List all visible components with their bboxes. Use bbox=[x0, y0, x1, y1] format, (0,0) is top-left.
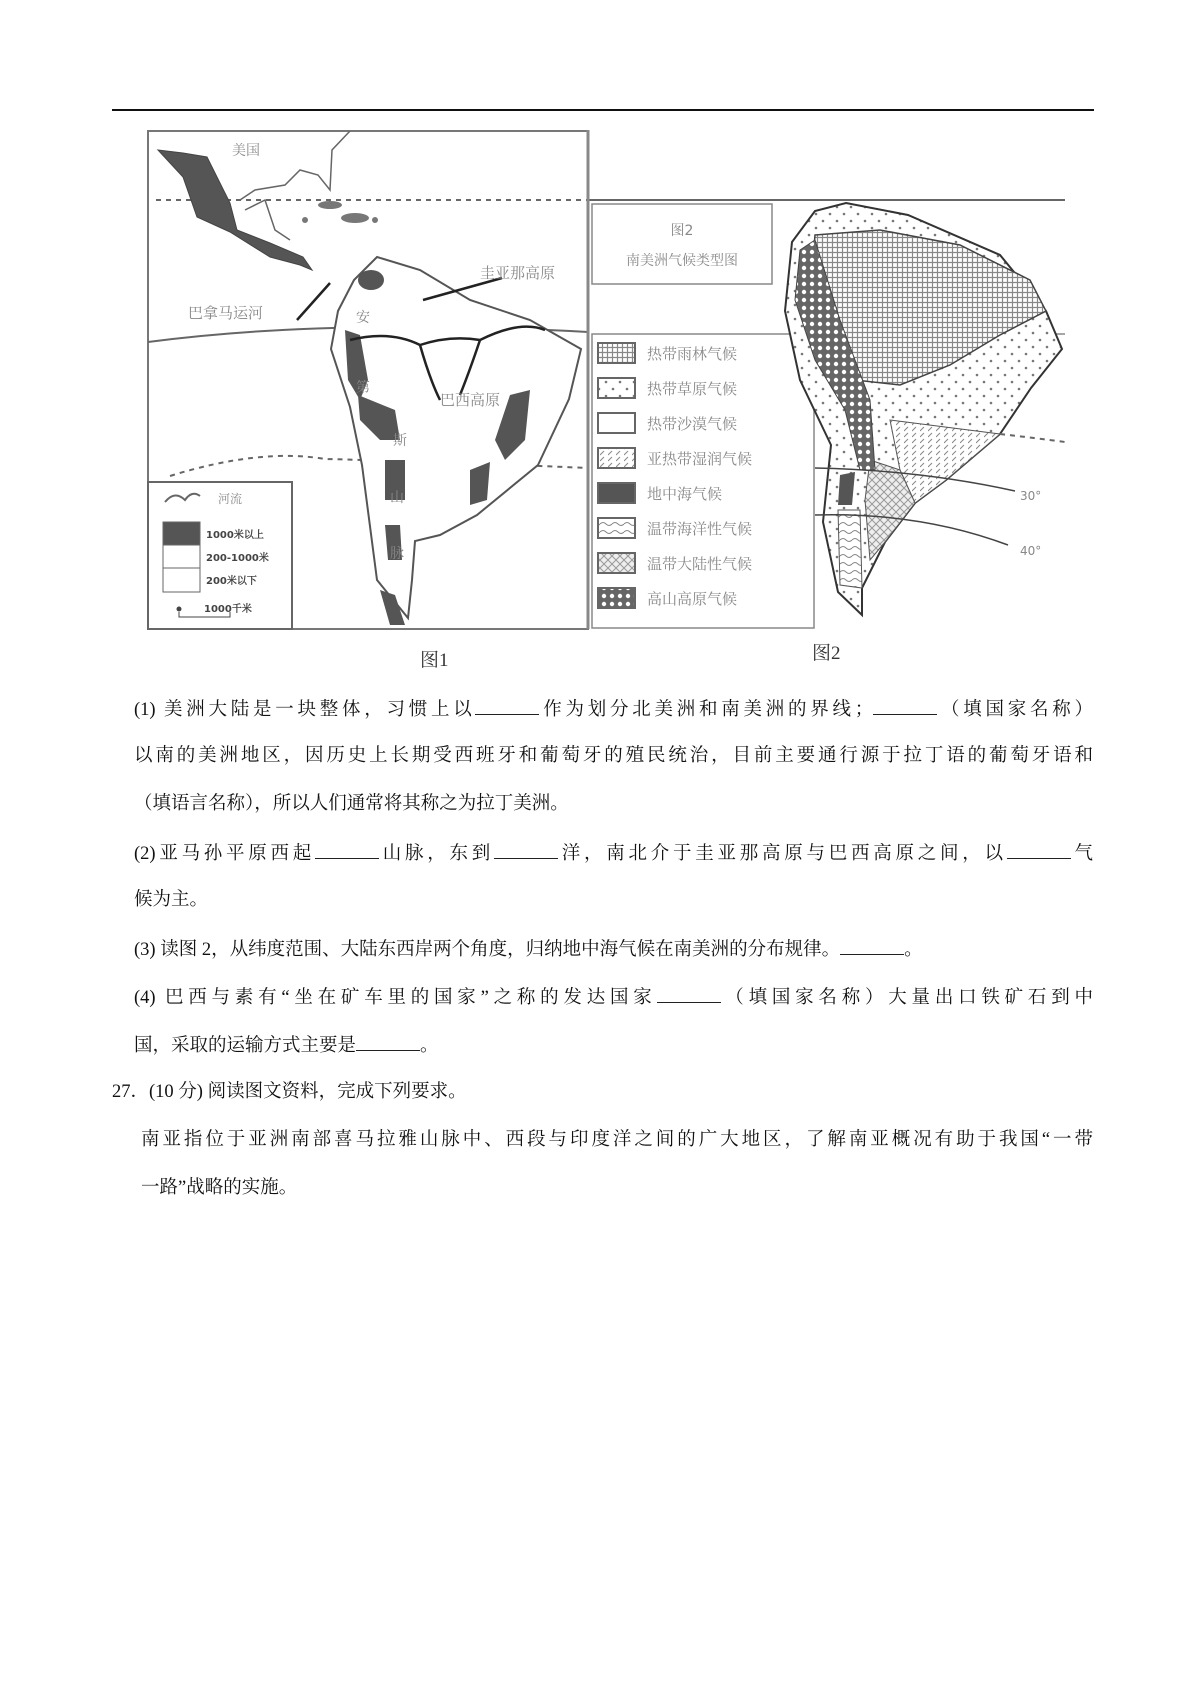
text-line bbox=[134, 840, 1093, 866]
figure-1-caption: 图1 bbox=[420, 650, 449, 671]
answer-blank bbox=[1007, 840, 1071, 859]
text-segment: （填国家名称）大量出口铁矿石到中 bbox=[720, 988, 1093, 1008]
text-line bbox=[134, 984, 1093, 1010]
legend-label: 温带大陆性气候 bbox=[647, 555, 753, 573]
text-line bbox=[141, 1128, 1093, 1152]
label-lat-30: 30° bbox=[1020, 489, 1042, 503]
legend-elev-high: 1000米以上 bbox=[206, 530, 264, 541]
answer-blank bbox=[356, 1032, 420, 1051]
label-andes-3: 斯 bbox=[393, 433, 407, 449]
text-line bbox=[134, 744, 1093, 768]
text-segment: 一路”战略的实施。 bbox=[141, 1178, 298, 1198]
figure-2-title: 图2 bbox=[670, 223, 694, 239]
answer-blank bbox=[494, 840, 558, 859]
answer-blank bbox=[475, 696, 539, 715]
figure-2-subtitle: 南美洲气候类型图 bbox=[626, 253, 738, 269]
legend-swatch bbox=[598, 378, 635, 398]
answer-blank bbox=[873, 696, 937, 715]
text-segment: （填国家名称） bbox=[937, 700, 1093, 720]
legend-label: 地中海气候 bbox=[647, 485, 723, 503]
legend-label: 热带沙漠气候 bbox=[647, 415, 738, 433]
text-segment: 作为划分北美洲和南美洲的界线； bbox=[539, 700, 874, 720]
legend-label: 热带雨林气候 bbox=[647, 345, 738, 363]
text-segment: 。 bbox=[420, 1036, 439, 1056]
text-segment: (3) 读图 2，从纬度范围、大陆东西岸两个角度，归纳地中海气候在南美洲的分布规律。 bbox=[134, 940, 841, 960]
text-segment: 候为主。 bbox=[134, 890, 209, 910]
figure-1-map bbox=[148, 131, 588, 629]
legend-swatch bbox=[598, 588, 635, 608]
text-segment: 27．(10 分) 阅读图文资料，完成下列要求。 bbox=[112, 1082, 467, 1102]
legend-elev-mid: 200-1000米 bbox=[206, 553, 269, 564]
text-segment: 以南的美洲地区，因历史上长期受西班牙和葡萄牙的殖民统治，目前主要通行源于拉丁语的葡萄牙语和 bbox=[134, 746, 1093, 766]
label-lat-40: 40° bbox=[1020, 544, 1042, 558]
label-brazil-highlands: 巴西高原 bbox=[440, 391, 501, 409]
text-segment: (2)亚马孙平原西起 bbox=[134, 844, 316, 864]
legend-scale: 1000千米 bbox=[204, 604, 252, 615]
text-line bbox=[134, 936, 1093, 962]
label-andes-2: 第 bbox=[356, 380, 370, 396]
text-line bbox=[141, 1176, 1093, 1200]
legend-swatch bbox=[598, 553, 635, 573]
question-27-heading bbox=[112, 1080, 1093, 1104]
legend-label: 亚热带湿润气候 bbox=[647, 450, 753, 468]
legend-river: 河流 bbox=[218, 492, 243, 506]
label-usa: 美国 bbox=[232, 143, 260, 159]
text-segment: 洋，南北介于圭亚那高原与巴西高原之间，以 bbox=[558, 844, 1007, 864]
legend-elev-low: 200米以下 bbox=[206, 576, 257, 587]
legend-label: 温带海洋性气候 bbox=[647, 520, 753, 538]
label-guiana-highlands: 圭亚那高原 bbox=[480, 264, 556, 282]
text-segment: 国，采取的运输方式主要是 bbox=[134, 1036, 357, 1056]
text-segment: (1) 美洲大陆是一块整体，习惯上以 bbox=[134, 700, 476, 720]
figure-2-map bbox=[588, 130, 1065, 629]
answer-blank bbox=[657, 984, 721, 1003]
answer-blank bbox=[840, 936, 904, 955]
text-line bbox=[134, 792, 1093, 816]
zone-temperate-marine bbox=[838, 510, 862, 588]
legend-swatch bbox=[598, 343, 635, 363]
figure-2-caption: 图2 bbox=[812, 643, 841, 664]
text-segment: 山脉，东到 bbox=[379, 844, 495, 864]
legend-swatch bbox=[598, 448, 635, 468]
legend-label: 热带草原气候 bbox=[647, 380, 738, 398]
text-line bbox=[134, 888, 1093, 912]
legend-swatch bbox=[598, 483, 635, 503]
text-line bbox=[134, 696, 1093, 722]
text-segment: 。 bbox=[904, 940, 923, 960]
legend-swatch bbox=[598, 413, 635, 433]
figure-1-legend bbox=[148, 482, 292, 629]
label-andes-5: 脉 bbox=[390, 546, 404, 562]
text-segment: (4) 巴西与素有“坐在矿车里的国家”之称的发达国家 bbox=[134, 988, 657, 1008]
label-panama-canal: 巴拿马运河 bbox=[188, 304, 264, 322]
text-segment: 南亚指位于亚洲南部喜马拉雅山脉中、西段与印度洋之间的广大地区，了解南亚概况有助于我国“一带 bbox=[141, 1130, 1093, 1150]
answer-blank bbox=[315, 840, 379, 859]
text-line bbox=[134, 1032, 1093, 1058]
label-andes-1: 安 bbox=[356, 310, 370, 326]
figures bbox=[0, 0, 1200, 680]
text-segment: 气 bbox=[1070, 844, 1093, 864]
legend-swatch bbox=[598, 518, 635, 538]
label-andes-4: 山 bbox=[390, 490, 404, 506]
legend-label: 高山高原气候 bbox=[647, 590, 738, 608]
figure-2-title-box bbox=[592, 204, 772, 284]
text-segment: （填语言名称），所以人们通常将其称之为拉丁美洲。 bbox=[134, 794, 569, 814]
